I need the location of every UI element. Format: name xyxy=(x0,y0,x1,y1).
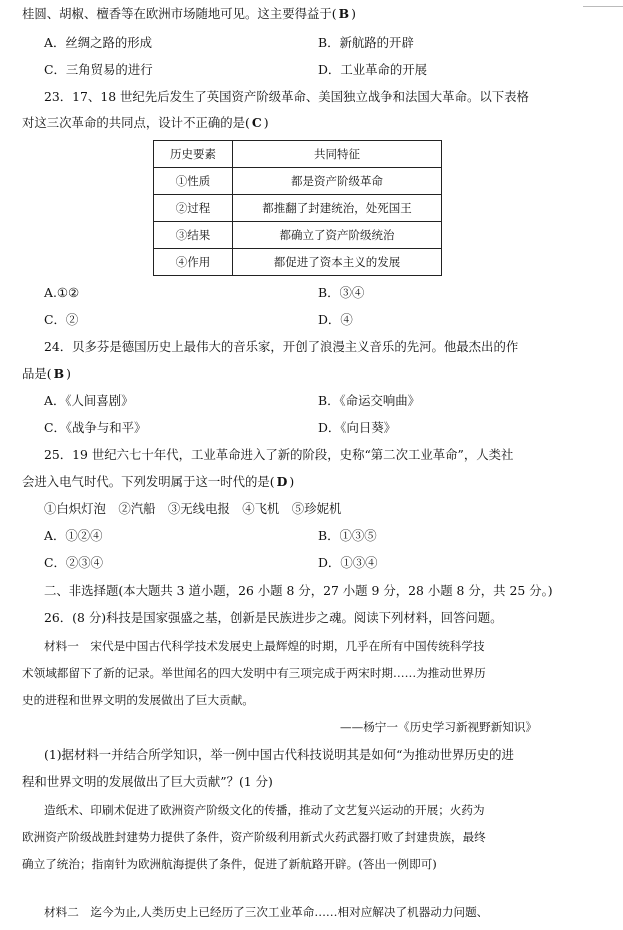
table-row xyxy=(154,222,442,249)
material1-line2: 术领域都留下了新的记录。举世闻名的四大发明中有三项完成于两宋时期……为推动世界历 xyxy=(22,666,486,680)
q22-option-b: B．新航路的开辟 xyxy=(318,35,414,50)
material2-line1: 材料二 迄今为止,人类历史上已经历了三次工业革命……相对应解决了机器动力问题、 xyxy=(44,905,489,919)
table-cell: ④作用 xyxy=(154,249,233,276)
q26-sub1-line2: 程和世界文明的发展做出了巨大贡献”？(1 分) xyxy=(22,774,273,789)
table-cell: 都是资产阶级革命 xyxy=(233,168,442,195)
q24-option-c: C．《战争与和平》 xyxy=(44,420,147,435)
q25-option-b: B．①③⑤ xyxy=(318,528,377,543)
q23-stem-line1: 23．17、18 世纪先后发生了英国资产阶级革命、美国独立战争和法国大革命。以下表格 xyxy=(44,89,529,104)
table-cell: ①性质 xyxy=(154,168,233,195)
q24-option-b: B．《命运交响曲》 xyxy=(318,393,421,408)
q22-option-d: D．工业革命的开展 xyxy=(318,62,428,77)
q23-option-c: C．② xyxy=(44,312,79,327)
q24-stem-line2: 品是( B ) xyxy=(22,366,71,381)
table-header-row xyxy=(154,141,442,168)
table-header-cell: 共同特征 xyxy=(233,141,442,168)
q25-stem-line1: 25．19 世纪六七十年代，工业革命进入了新的阶段，史称“第二次工业革命”，人类社 xyxy=(44,447,514,462)
table-cell: ③结果 xyxy=(154,222,233,249)
material1-line3: 史的进程和世界文明的发展做出了巨大贡献。 xyxy=(22,693,254,707)
q25-stem-line2: 会进入电气时代。下列发明属于这一时代的是( D ) xyxy=(22,474,295,489)
q23-stem-line2: 对这三次革命的共同点，设计不正确的是( C ) xyxy=(22,115,269,130)
q26-stem: 26．(8 分)科技是国家强盛之基，创新是民族进步之魂。阅读下列材料，回答问题。 xyxy=(44,610,503,625)
table-cell: 都推翻了封建统治，处死国王 xyxy=(233,195,442,222)
section-heading: 二、非选择题(本大题共 3 道小题，26 小题 8 分，27 小题 9 分，28 小题 8 分，共 25 分。) xyxy=(44,583,553,598)
q24-stem-line1: 24．贝多芬是德国历史上最伟大的音乐家，开创了浪漫主义音乐的先河。他最杰出的作 xyxy=(44,339,519,354)
table-header-cell: 历史要素 xyxy=(154,141,233,168)
q22-stem-tail: 桂圆、胡椒、檀香等在欧洲市场随地可见。这主要得益于( B ) xyxy=(22,6,356,21)
table-row xyxy=(154,249,442,276)
q24-answer: B xyxy=(53,366,65,381)
table-cell: 都促进了资本主义的发展 xyxy=(233,249,442,276)
q25-items: ①白炽灯泡 ②汽船 ③无线电报 ④飞机 ⑤珍妮机 xyxy=(44,501,342,516)
q26-answer-line2: 欧洲资产阶级战胜封建势力提供了条件，资产阶级利用新式火药武器打败了封建贵族，最终 xyxy=(22,830,486,844)
material1-line1: 材料一 宋代是中国古代科学技术发展史上最辉煌的时期，几乎在所有中国传统科学技 xyxy=(44,639,485,653)
page-corner-rule xyxy=(583,0,623,7)
q23-option-d: D．④ xyxy=(318,312,353,327)
q23-option-a: A.①② xyxy=(44,285,80,300)
q24-option-d: D．《向日葵》 xyxy=(318,420,397,435)
q23-option-b: B．③④ xyxy=(318,285,365,300)
q25-option-c: C．②③④ xyxy=(44,555,104,570)
q22-option-c: C．三角贸易的进行 xyxy=(44,62,153,77)
table-cell: ②过程 xyxy=(154,195,233,222)
q23-answer: C xyxy=(251,115,262,130)
q25-answer: D xyxy=(276,474,288,489)
q25-option-a: A．①②④ xyxy=(44,528,103,543)
q22-option-a: A．丝绸之路的形成 xyxy=(44,35,153,50)
q26-sub1-line1: (1)据材料一并结合所学知识，举一例中国古代科技说明其是如何“为推动世界历史的进 xyxy=(44,747,514,762)
q25-option-d: D．①③④ xyxy=(318,555,378,570)
table-cell: 都确立了资产阶级统治 xyxy=(233,222,442,249)
table-row xyxy=(154,195,442,222)
q26-answer-line1: 造纸术、印刷术促进了欧洲资产阶级文化的传播，推动了文艺复兴运动的开展；火药为 xyxy=(44,803,485,817)
q26-answer-line3: 确立了统治；指南针为欧洲航海提供了条件，促进了新航路开辟。(答出一例即可) xyxy=(22,857,437,871)
q22-answer: B xyxy=(338,6,350,21)
q23-table xyxy=(153,140,442,276)
material1-source: ——杨宁一《历史学习新视野新知识》 xyxy=(340,720,538,734)
q24-option-a: A．《人间喜剧》 xyxy=(44,393,134,408)
table-row xyxy=(154,168,442,195)
